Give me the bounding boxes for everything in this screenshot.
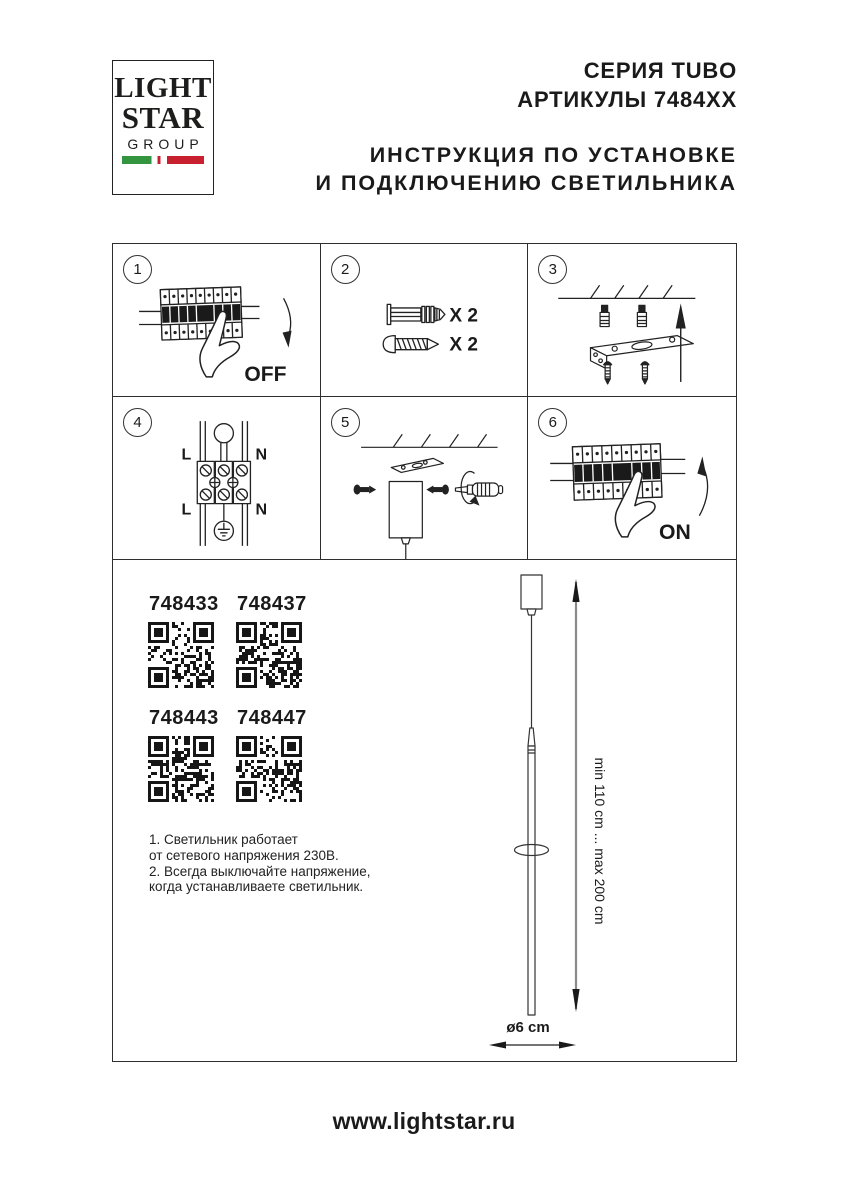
lamp-symbol	[214, 424, 233, 443]
step-3-cell	[528, 244, 736, 397]
italian-flag-bar	[122, 156, 204, 164]
dimension-arrow-top	[572, 579, 579, 602]
anchor-up-right	[638, 305, 647, 326]
lightstar-logo	[112, 60, 214, 195]
instruction-title	[316, 141, 737, 197]
qr-code-748433	[148, 622, 214, 688]
label-n-bottom: N	[255, 500, 268, 519]
tube-holder	[528, 728, 535, 746]
document-header	[517, 56, 737, 114]
label-l-bottom: L	[181, 500, 192, 519]
screw-left	[353, 485, 376, 495]
screw-icon	[383, 336, 438, 353]
on-label: ON	[659, 520, 692, 544]
product-info-cell	[113, 560, 736, 1061]
step-4-cell	[113, 397, 321, 560]
note-line-1: 1. Светильник работает	[149, 832, 298, 847]
step-4-number: 4	[123, 408, 152, 437]
instruction-line1: ИНСТРУКЦИЯ ПО УСТАНОВКЕ	[369, 143, 737, 167]
screw-below-right	[641, 362, 649, 384]
ground-symbol	[214, 521, 233, 540]
cord-grip	[527, 609, 536, 615]
note-line-4: когда устанавливаете светильник.	[149, 879, 364, 895]
article-number-748447: 748447	[237, 707, 307, 729]
lamp-tube	[528, 746, 535, 1015]
instruction-line2: И ПОДКЛЮЧЕНИЮ СВЕТИЛЬНИКА	[315, 171, 737, 195]
breaker-panel	[160, 287, 242, 340]
step-2-cell	[321, 244, 529, 397]
off-label: OFF	[244, 362, 287, 386]
qr-code-748447	[236, 736, 302, 802]
step-1-number: 1	[123, 255, 152, 284]
articles-title: АРТИКУЛЫ 7484XX	[517, 87, 737, 112]
diameter-label: ø6 cm	[506, 1019, 550, 1036]
bracket-small	[391, 458, 443, 472]
breaker-panel	[573, 444, 663, 500]
step-1-cell	[113, 244, 321, 397]
step-3-number: 3	[538, 255, 567, 284]
note-line-3: 2. Всегда выключайте напряжение,	[149, 863, 371, 879]
installation-steps-grid	[112, 243, 737, 1062]
dimension-arrow-bottom	[572, 989, 579, 1012]
screwdriver	[455, 483, 502, 496]
cord-grip	[401, 538, 410, 544]
pendant-lamp-drawing	[443, 560, 738, 1057]
step-6-cell	[528, 397, 736, 560]
screw-below-left	[604, 362, 612, 384]
arrow-up-head	[698, 456, 707, 476]
diameter-arrow-left	[489, 1042, 506, 1049]
label-n-top: N	[255, 445, 268, 464]
anchor-up-left	[600, 305, 609, 326]
qr-code-748443	[148, 736, 214, 802]
note-line-2: от сетевого напряжения 230В.	[149, 847, 339, 863]
step-5-cell	[321, 397, 529, 560]
series-title: СЕРИЯ TUBO	[583, 58, 737, 83]
article-number-748437: 748437	[237, 593, 307, 615]
wall-anchor-icon	[387, 304, 445, 324]
safety-notes	[149, 832, 370, 895]
canopy-box	[389, 482, 422, 538]
diameter-arrow-right	[559, 1042, 576, 1049]
arrow-down-curved	[284, 298, 291, 335]
step-2-number: 2	[331, 255, 360, 284]
logo-word-group: GROUP	[127, 136, 204, 152]
step-5-number: 5	[331, 408, 360, 437]
arrow-down-head	[283, 331, 292, 348]
screw-qty-label: X 2	[449, 334, 478, 356]
canopy	[521, 575, 542, 609]
arrow-up-head	[676, 303, 686, 328]
article-number-748433: 748433	[149, 593, 219, 615]
article-number-748443: 748443	[149, 707, 219, 729]
label-l-top: L	[181, 445, 192, 464]
step-6-number: 6	[538, 408, 567, 437]
screw-right	[426, 485, 449, 495]
wires-top	[200, 421, 247, 461]
ceiling-line	[559, 285, 696, 298]
height-range-label: min 110 cm ... max 200 cm	[592, 757, 608, 925]
qr-code-748437	[236, 622, 302, 688]
ceiling-line	[361, 434, 497, 447]
logo-word-star: STAR	[121, 100, 205, 135]
website-url: www.lightstar.ru	[332, 1108, 516, 1134]
anchor-qty-label: X 2	[449, 305, 478, 327]
logo-word-light: LIGHT	[114, 72, 212, 104]
